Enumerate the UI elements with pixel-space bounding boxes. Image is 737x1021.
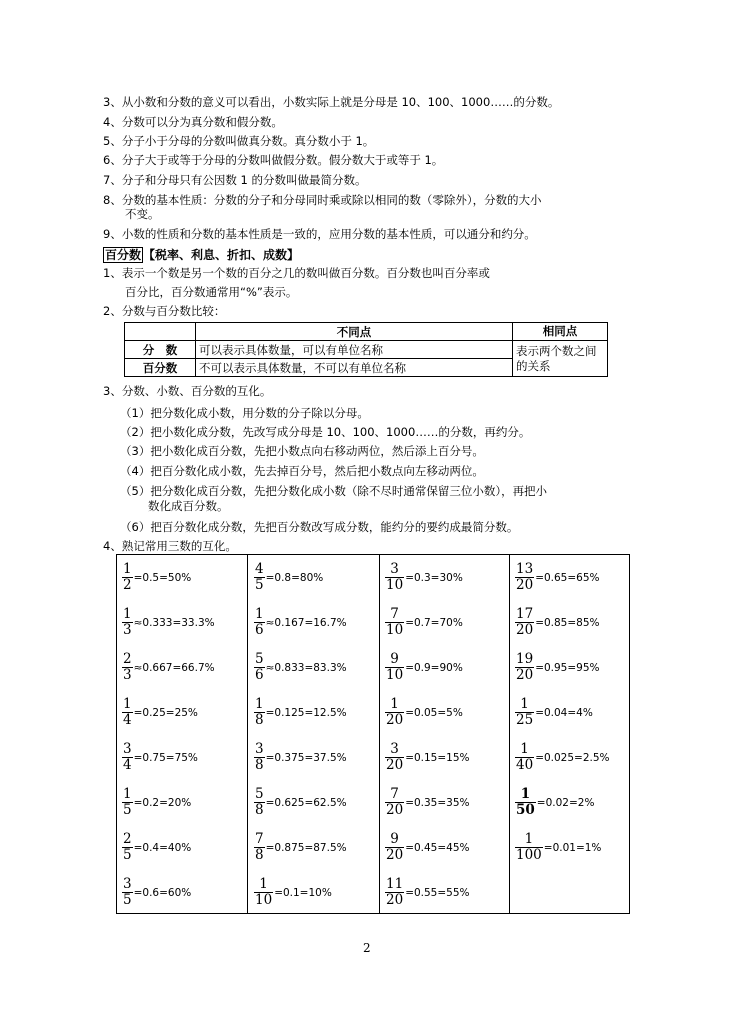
fraction: [385, 877, 404, 908]
fraction-numerator: 11: [386, 875, 404, 892]
conversion-text: ≈0.167=16.7%: [265, 616, 347, 629]
section-heading-rest: 【税率、利息、折扣、成数】: [143, 248, 300, 262]
line-4: 4、分数可以分为真分数和假分数。: [103, 115, 283, 129]
fraction: [254, 832, 265, 863]
fraction-cell: [254, 780, 347, 824]
fraction: [122, 742, 133, 773]
conv-item-3: （3）把小数化成百分数，先把小数点向右移动两位，然后添上百分号。: [120, 444, 484, 458]
fraction-cell: [385, 780, 470, 824]
conversion-text: =0.3=30%: [405, 571, 463, 584]
fraction: [122, 787, 133, 818]
memo-title: 4、熟记常用三数的互化。: [103, 539, 237, 553]
conversion-text: =0.7=70%: [405, 616, 463, 629]
fraction: [122, 832, 133, 863]
fraction-cell: [515, 735, 610, 779]
fraction-denominator: 3: [123, 621, 132, 638]
line-6: 6、分子大于或等于分母的分数叫做假分数。假分数大于或等于 1。: [103, 153, 444, 167]
fraction: [515, 607, 534, 638]
fraction-numerator: 1: [255, 695, 264, 712]
page-number: 2: [363, 941, 371, 955]
fraction-cell: [122, 690, 198, 734]
fraction-cell: [254, 690, 347, 734]
fraction: [254, 742, 265, 773]
conversion-text: =0.9=90%: [405, 661, 463, 674]
conversion-text: =0.875=87.5%: [265, 841, 347, 854]
fraction-numerator: 4: [255, 560, 264, 577]
cmp-corner: [125, 323, 196, 341]
fraction-cell: [385, 645, 463, 689]
cmp-row-fraction-text: 可以表示具体数量，可以有单位名称: [196, 341, 513, 359]
fraction-numerator: 9: [390, 650, 399, 667]
fraction: [254, 607, 265, 638]
fraction-cell: [254, 645, 347, 689]
line-8-cont: 不变。: [125, 207, 160, 221]
grid-divider: [379, 555, 380, 913]
fraction: [122, 652, 133, 683]
fraction-denominator: 10: [386, 666, 404, 683]
line-9: 9、小数的性质和分数的基本性质是一致的，应用分数的基本性质，可以通分和约分。: [103, 227, 536, 241]
fraction-denominator: 5: [123, 801, 132, 818]
fraction-denominator: 20: [516, 576, 534, 593]
fraction-cell: [515, 780, 594, 824]
conversion-text: =0.375=37.5%: [265, 751, 347, 764]
fraction-denominator: 20: [516, 666, 534, 683]
fraction-denominator: 100: [516, 846, 542, 863]
pct-line-2: 2、分数与百分数比较：: [103, 304, 226, 318]
fraction: [515, 787, 536, 818]
fraction-denominator: 20: [386, 846, 404, 863]
fraction-denominator: 10: [386, 621, 404, 638]
fraction-numerator: 9: [390, 830, 399, 847]
fraction: [122, 877, 133, 908]
conv-item-2: （2）把小数化成分数，先改写成分母是 10、100、1000……的分数，再约分。: [120, 425, 531, 439]
fraction-cell: [515, 690, 593, 734]
conversion-text: =0.05=5%: [405, 706, 463, 719]
fraction-numerator: 1: [259, 875, 268, 892]
fraction: [254, 787, 265, 818]
fraction-cell: [122, 735, 198, 779]
cmp-row-percent-label: 百分数: [125, 359, 196, 377]
cmp-row-percent-text: 不可以表示具体数量，不可以有单位名称: [196, 359, 513, 377]
conv-item-5: （5）把分数化成百分数，先把分数化成小数（除不尽时通常保留三位小数），再把小: [120, 484, 548, 498]
fraction-numerator: 19: [516, 650, 534, 667]
line-7: 7、分子和分母只有公因数 1 的分数叫做最简分数。: [103, 173, 367, 187]
grid-divider: [247, 555, 248, 913]
conversion-text: =0.95=95%: [535, 661, 600, 674]
cmp-same-text: 表示两个数之间的关系: [513, 341, 608, 377]
fraction-numerator: 5: [255, 785, 264, 802]
fraction-denominator: 3: [123, 666, 132, 683]
fraction: [385, 832, 404, 863]
fraction-numerator: 7: [255, 830, 264, 847]
conversion-text: =0.04=4%: [535, 706, 593, 719]
fraction: [385, 607, 404, 638]
fraction-denominator: 2: [123, 576, 132, 593]
fraction-cell: [122, 825, 191, 869]
conversion-text: =0.55=55%: [405, 886, 470, 899]
pct-line-1-cont: 百分比，百分数通常用“%”表示。: [125, 285, 298, 299]
fraction-cell: [385, 555, 463, 599]
section-heading: [103, 246, 299, 263]
fraction-denominator: 50: [516, 801, 535, 818]
fraction-numerator: 1: [123, 695, 132, 712]
fraction-denominator: 8: [255, 846, 264, 863]
conv-item-5-cont: 数化成百分数。: [148, 499, 229, 513]
fraction-cell: [254, 825, 347, 869]
fraction-numerator: 7: [390, 785, 399, 802]
fraction-numerator: 1: [520, 785, 531, 802]
fraction-cell: [122, 645, 215, 689]
conversion-text: =0.75=75%: [133, 751, 198, 764]
fraction: [515, 742, 534, 773]
fraction: [515, 832, 543, 863]
line-8: 8、分数的基本性质：分数的分子和分母同时乘或除以相同的数（零除外），分数的大小: [103, 193, 542, 207]
grid-divider: [509, 555, 510, 913]
conversion-text: =0.35=35%: [405, 796, 470, 809]
fraction-numerator: 1: [123, 605, 132, 622]
fraction-numerator: 1: [123, 785, 132, 802]
fraction-denominator: 6: [255, 666, 264, 683]
pct-line-1: 1、表示一个数是另一个数的百分之几的数叫做百分数。百分数也叫百分率或: [103, 266, 490, 280]
conversion-text: ≈0.333=33.3%: [133, 616, 215, 629]
fraction-cell: [122, 870, 191, 914]
fraction-cell: [122, 555, 191, 599]
fraction-numerator: 1: [255, 605, 264, 622]
fraction-denominator: 10: [386, 576, 404, 593]
fraction: [254, 877, 273, 908]
fraction-denominator: 20: [386, 801, 404, 818]
fraction: [385, 652, 404, 683]
fraction-denominator: 4: [123, 711, 132, 728]
fraction: [515, 697, 534, 728]
fraction-cell: [122, 600, 215, 644]
fraction-grid: [116, 554, 630, 914]
conversion-text: =0.65=65%: [535, 571, 600, 584]
conv-item-6: （6）把百分数化成分数，先把百分数改写成分数，能约分的要约成最简分数。: [120, 520, 519, 534]
fraction: [254, 697, 265, 728]
fraction-numerator: 3: [255, 740, 264, 757]
conversion-text: =0.8=80%: [265, 571, 324, 584]
fraction-numerator: 1: [524, 830, 534, 847]
cmp-header-same: 相同点: [513, 323, 608, 341]
fraction-denominator: 6: [255, 621, 264, 638]
fraction-numerator: 3: [390, 740, 399, 757]
conversion-text: =0.125=12.5%: [265, 706, 347, 719]
cmp-header-diff: 不同点: [196, 323, 513, 341]
fraction: [385, 787, 404, 818]
conversion-text: =0.6=60%: [133, 886, 192, 899]
conversion-text: =0.45=45%: [405, 841, 470, 854]
fraction-numerator: 5: [255, 650, 264, 667]
fraction-denominator: 5: [123, 846, 132, 863]
fraction-cell: [122, 780, 191, 824]
fraction-numerator: 7: [390, 605, 399, 622]
fraction: [385, 697, 404, 728]
fraction-denominator: 20: [386, 711, 404, 728]
line-5: 5、分子小于分母的分数叫做真分数。真分数小于 1。: [103, 134, 375, 148]
fraction: [122, 697, 133, 728]
fraction-cell: [254, 735, 347, 779]
conversion-text: =0.4=40%: [133, 841, 192, 854]
fraction-denominator: 8: [255, 801, 264, 818]
fraction-numerator: 3: [123, 740, 132, 757]
conversion-text: =0.25=25%: [133, 706, 198, 719]
conversion-text: =0.2=20%: [133, 796, 192, 809]
fraction-numerator: 1: [520, 695, 529, 712]
fraction: [515, 562, 534, 593]
fraction-cell: [385, 735, 470, 779]
conversion-text: =0.15=15%: [405, 751, 470, 764]
fraction-cell: [515, 645, 600, 689]
fraction-denominator: 5: [123, 891, 132, 908]
fraction-denominator: 8: [255, 756, 264, 773]
fraction-cell: [254, 870, 332, 914]
conv-title: 3、分数、小数、百分数的互化。: [103, 384, 272, 398]
fraction-numerator: 1: [390, 695, 399, 712]
fraction-cell: [385, 825, 470, 869]
line-3: 3、从小数和分数的意义可以看出，小数实际上就是分母是 10、100、1000……的分数。: [103, 95, 560, 109]
cmp-row-fraction-label: 分 数: [125, 341, 196, 359]
fraction-numerator: 17: [516, 605, 534, 622]
fraction-cell: [515, 600, 600, 644]
fraction-numerator: 2: [123, 830, 132, 847]
fraction: [385, 742, 404, 773]
fraction-cell: [515, 825, 601, 869]
fraction: [515, 652, 534, 683]
fraction: [254, 562, 265, 593]
conversion-text: =0.025=2.5%: [535, 751, 610, 764]
fraction-denominator: 20: [516, 621, 534, 638]
fraction-cell: [385, 690, 463, 734]
fraction-denominator: 20: [386, 756, 404, 773]
fraction: [254, 652, 265, 683]
fraction-denominator: 8: [255, 711, 264, 728]
fraction-numerator: 2: [123, 650, 132, 667]
fraction-cell: [254, 600, 347, 644]
conversion-text: =0.02=2%: [536, 796, 595, 809]
fraction-denominator: 4: [123, 756, 132, 773]
fraction-numerator: 1: [123, 560, 132, 577]
conversion-text: =0.1=10%: [274, 886, 332, 899]
fraction-cell: [385, 870, 470, 914]
fraction-numerator: 3: [390, 560, 399, 577]
fraction-denominator: 10: [255, 891, 273, 908]
fraction-denominator: 40: [516, 756, 534, 773]
fraction-cell: [385, 600, 463, 644]
conversion-text: ≈0.667=66.7%: [133, 661, 215, 674]
conversion-text: =0.85=85%: [535, 616, 600, 629]
fraction-denominator: 25: [516, 711, 534, 728]
fraction-cell: [254, 555, 323, 599]
fraction-denominator: 20: [386, 891, 404, 908]
conv-item-4: （4）把百分数化成小数，先去掉百分号，然后把小数点向左移动两位。: [120, 464, 484, 478]
fraction: [122, 562, 133, 593]
fraction-numerator: 1: [520, 740, 529, 757]
fraction-numerator: 13: [516, 560, 534, 577]
fraction-denominator: 5: [255, 576, 264, 593]
conversion-text: =0.01=1%: [543, 841, 602, 854]
section-heading-boxed: 百分数: [105, 248, 142, 262]
fraction: [385, 562, 404, 593]
fraction-cell: [515, 555, 600, 599]
fraction-numerator: 3: [123, 875, 132, 892]
conversion-text: =0.625=62.5%: [265, 796, 347, 809]
fraction: [122, 607, 133, 638]
comparison-table: [124, 322, 608, 377]
conv-item-1: （1）把分数化成小数，用分数的分子除以分母。: [120, 406, 369, 420]
conversion-text: =0.5=50%: [133, 571, 192, 584]
conversion-text: ≈0.833=83.3%: [265, 661, 347, 674]
